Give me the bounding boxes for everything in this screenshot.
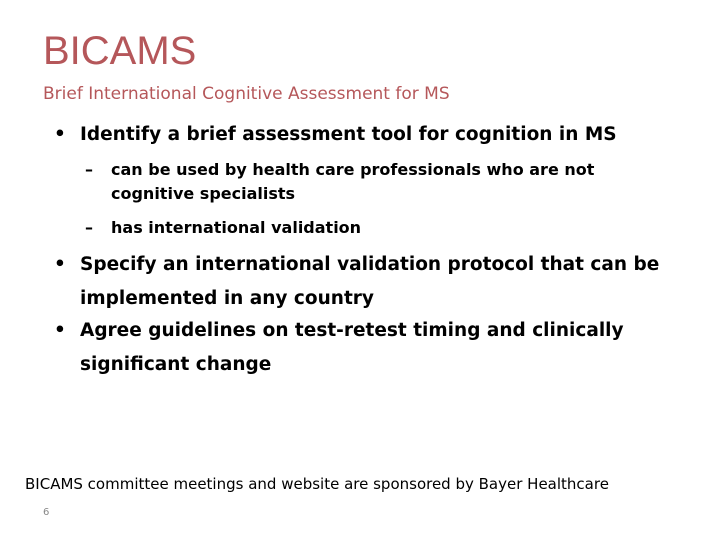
sponsor-note: BICAMS committee meetings and website are sponsored by Bayer Healthcare	[25, 475, 609, 493]
slide-subtitle: Brief International Cognitive Assessment for MS	[43, 84, 450, 104]
sub-bullet-text: can be used by health care professionals who are not cognitive specialists	[111, 160, 595, 203]
bullet-text: Identify a brief assessment tool for cognition in MS	[80, 124, 617, 145]
bullet-marker: •	[54, 320, 66, 341]
sub-bullet-text: has international validation	[111, 218, 362, 237]
sub-bullet-item-2	[85, 216, 651, 240]
bullet-item-2	[54, 248, 680, 316]
bullet-marker: •	[54, 254, 66, 275]
bullet-item-3	[54, 314, 680, 382]
bullet-text: Specify an international validation protocol that can be implemented in any country	[80, 254, 660, 309]
sub-bullet-marker: –	[85, 160, 93, 179]
sub-bullet-item-1	[85, 158, 651, 206]
slide-number: 6	[43, 507, 50, 518]
slide-title: BICAMS	[43, 29, 197, 73]
bullet-marker: •	[54, 124, 66, 145]
bullet-item-1	[54, 118, 680, 152]
sub-bullet-marker: –	[85, 218, 93, 237]
bullet-text: Agree guidelines on test-retest timing and clinically significant change	[80, 320, 624, 375]
